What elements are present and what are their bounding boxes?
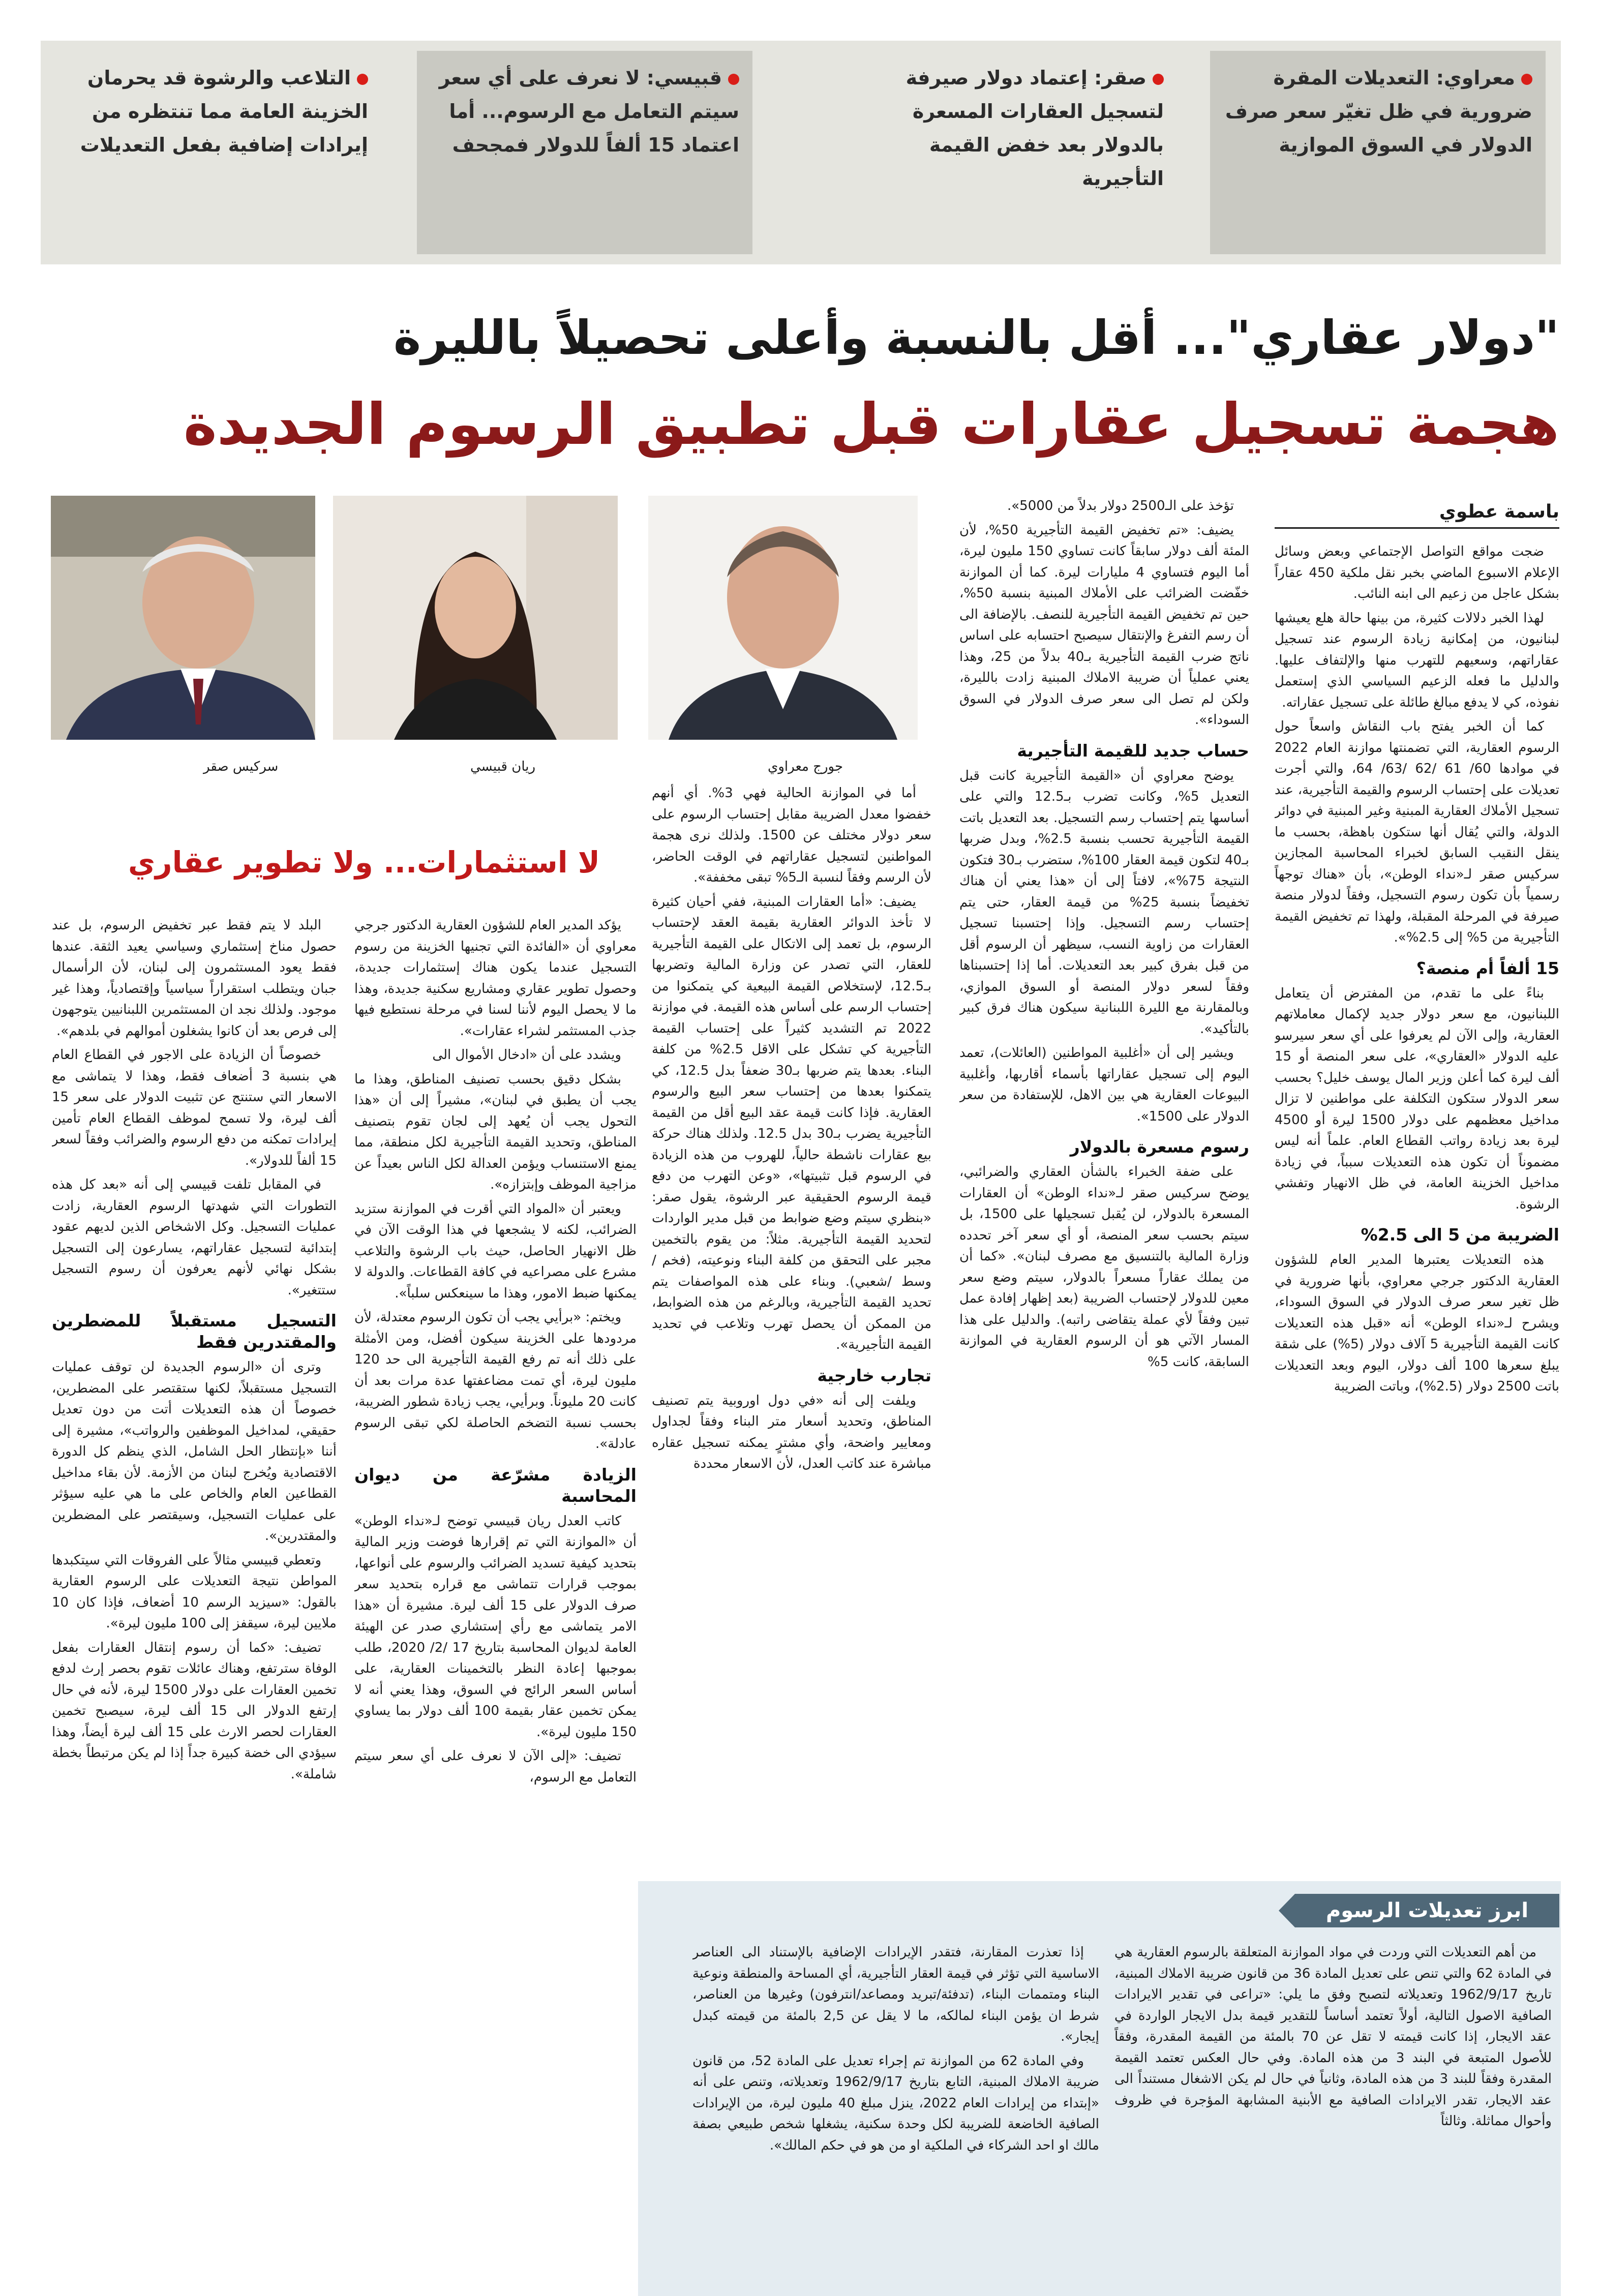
photo-caption: جورج معراوي — [768, 759, 843, 774]
paragraph: على ضفة الخبراء بالشأن العقاري والضرائبي، يوضح سركيس صقر لـ«نداء الوطن» أن العقارات المسعرة بالدولار، لن يُقبل تسجيلها على 1500، بل سيتم بحسب سعر المنصة، أو أي سعر آخر تحدده وزارة المالية بالتنسيق مع مصرف لبنان». «كما أن من يملك عقاراً مسعراً بالدولار، سيتم وضع سعر معين للدولار لإحتساب الضريبة (بعد إظهار إفادة عمل تبين وفقاً لأي عملة يتقاضى راتبه). والدليل على هذا المسار الآتي هو أن الرسوم العقارية في الموازنة السابقة، كانت 5% — [959, 1164, 1249, 1370]
paragraph: وترى أن «الرسوم الجديدة لن توقف عمليات التسجيل مستقبلاً، لكنها ستقتصر على المضطرين، خصوصاً أن هذه التعديلات أتت من دون تعديل حقيقي، لمداخيل الموظفين والرواتب»، مشيرة إلى أننا «بإنتظار الحل الشامل، الذي ينظم كل الدورة الاقتصادية ويُخرج لبنان من الأزمة. لأن بقاء مداخيل القطاعين العام والخاص على ما هي عليه سيؤثر على عمليات التسجيل، وسيقتصر على المضطرين والمقتدرين». — [52, 1360, 337, 1544]
paragraph: ويشدد على أن «ادخال الأموال الى — [432, 1047, 621, 1063]
bullet-icon — [1521, 74, 1532, 85]
photo-sarkis-sakr — [51, 496, 315, 740]
portrait-image — [51, 496, 315, 740]
photo-georges-maarawi — [648, 496, 918, 740]
portrait-image — [648, 496, 918, 740]
headline: هجمة تسجيل عقارات قبل تطبيق الرسوم الجديدة — [183, 391, 1559, 458]
paragraph: تضيف: «كما أن رسوم إنتقال العقارات بفعل الوفاة سترتفع، وهناك عائلات تقوم بحصر إرث لدفع تخمين العقارات على دولار 1500 ليرة، لأنه في حال إرتفع الدولار الى 15 ألف ليرة، سيصبح تخمين العقارات لحصر الارث على 15 ألف ليرة أيضاً، وهذا سيؤدي الى خضة كبيرة جداً إذا لم يكن مرتبطاً بخطة شاملة». — [52, 1640, 337, 1782]
paragraph: وفي المادة 62 من الموازنة تم إجراء تعديل على المادة 52، من قانون ضريبة الاملاك المبنية، التابع بتاريخ 1962/9/17 وتعديلاته، وتنص على أنه «إبتداء من إيرادات العام 2022، ينزل مبلغ 40 مليون ليرة، من الإيرادات الصافية الخاضعة للضريبة لكل وحدة سكنية، يشغلها شخص طبيعي بصفة مالك او احد الشركاء في الملكية او من هو في حكم المالك». — [692, 2053, 1099, 2153]
paragraph: أما في الموازنة الحالية فهي 3%. أي أنهم خفضوا معدل الضريبة مقابل إحتساب الرسوم على سعر دولار مختلف عن 1500. ولذلك نرى هجمة المواطنين لتسجيل عقاراتهم في الوقت الحاضر، لأن الرسم وفقاً لنسبة الـ5% تبقى مخففة». — [652, 786, 931, 885]
bullet-icon — [1153, 74, 1164, 85]
paragraph: ويلفت إلى أنه «في دول اوروبية يتم تصنيف المناطق، وتحديد أسعار متر البناء وفقاً لجداول ومعايير واضحة، وأي مشترٍ يمكنه تسجيل عقاره مباشرة عند كاتب العدل، لأن الاسعار محددة — [652, 1393, 931, 1471]
subheading: حساب جديد للقيمة التأجيرية — [1017, 740, 1249, 761]
article-column-1 — [1275, 541, 1559, 1879]
quote-box-2 — [841, 51, 1177, 254]
paragraph: وتعطي قبيسي مثالاً على الفروقات التي سيتكبدها المواطن نتيجة التعديلات على الرسوم العقارية بالقول: «سيزيد الرسم 10 أضعاف، فإذا كان 10 ملايين ليرة، سيقفز إلى 100 مليون ليرة». — [52, 1552, 337, 1631]
photo-caption: ريان قبيسي — [470, 759, 536, 774]
article-column-5 — [52, 915, 337, 2288]
paragraph: يؤكد المدير العام للشؤون العقارية الدكتور جرجي معراوي أن «الفائدة التي تجنيها الخزينة من رسوم التسجيل عندما يكون هناك إستثمارات جديدة، وحصول تطوير عقاري ومشاريع سكنية جديدة، وهذا ما لا يحصل اليوم لأننا لسنا في مرحلة نستطيع فيها جذب المستثمر لشراء عقارات». — [354, 918, 637, 1039]
quote-text: معراوي: التعديلات المقرة ضرورية في ظل تغيّر سعر صرف الدولار في السوق الموازية — [1225, 67, 1532, 156]
info-box-column-left — [692, 1942, 1099, 2293]
bullet-icon — [728, 74, 739, 85]
subheading: تجارب خارجية — [817, 1365, 931, 1385]
paragraph: ويعتبر أن «المواد التي أقرت في الموازنة ستزيد الضرائب، لكنه لا يشجعها في هذا الوقت الآن في ظل الانهيار الحاصل، حيث باب الرشوة والتلاعب مشرع على مصراعيه في كافة القطاعات. والدولة لا يمكنها ضبط الامور، وهذا ما سينعكس سلباً». — [354, 1201, 637, 1301]
quote-text: قبيسي: لا نعرف على أي سعر سيتم التعامل مع الرسوم... أما اعتماد 15 ألفاً للدولار فمجحف — [439, 67, 739, 156]
portrait-image — [333, 496, 618, 740]
kicker: "دولار عقاري"... أقل بالنسبة وأعلى تحصيلاً بالليرة — [393, 311, 1559, 365]
quote-text: صقر: إعتماد دولار صيرفة لتسجيل العقارات المسعرة بالدولار بعد خفض القيمة التأجيرية — [905, 67, 1164, 190]
subheading: 15 ألفاً أم منصة؟ — [1416, 958, 1559, 978]
subheading: الضريبة من 5 الى 2.5% — [1361, 1225, 1559, 1245]
quote-box-3 — [417, 51, 752, 254]
paragraph: كاتب العدل ريان قبيسي توضح لـ«نداء الوطن» أن «الموازنة التي تم إقرارها فوضت وزير المالية بتحديد كيفية تسديد الضرائب والرسوم على أنواعها، بموجب قرارات تتماشى مع قراره بتحديد سعر صرف الدولار على 15 ألف ليرة. مشيرة أن «هذا الامر يتماشى مع رأي إستشاري صدر عن الهيئة العامة لديوان المحاسبة بتاريخ 17 /2/ 2020، طلب بموجبها إعادة النظر بالتخمينات العقارية، على أساس السعر الرائج في السوق، وهذا يعني أنه لا يمكن تخمين عقار بقيمة 100 ألف دولار بما يساوي 150 مليون ليرة». — [354, 1513, 637, 1740]
paragraph: بناءً على ما تقدم، من المفترض أن يتعامل اللبنانيون، مع سعر دولار جديد لإكمال معاملاتهم العقارية، وإلى الآن لم يعرفوا على أي سعر سيرسو عليه الدولار «العقاري»، على سعر المنصة أو 15 ألف ليرة كما أعلن وزير المال يوسف خليل؟ بحسب سعر الدولار ستكون التكلفة على مواطنين لا تزال مداخيل معظمهم على دولار 1500 ليرة أو 4500 ليرة بعد زيادة رواتب القطاع العام. علماً أنه ليس مضموناً أن تكون هذه التعديلات سبباً، في زيادة مداخيل الخزينة العامة، في ظل الانهيار وتفشي الرشوة. — [1275, 985, 1559, 1212]
paragraph: إذا تعذرت المقارنة، فتقدر الإيرادات الإضافية بالإستناد الى العناصر الاساسية التي تؤثر في قيمة العقار التأجيرية، أي المساحة والمنطقة ونوعية البناء ومتممات البناء، (تدفئة/تبريد ومصاعد/انترفون) وغيرها من العناصر، شرط ان يؤمن البناء لمالكه، ما لا يقل عن 2,5 بالمئة من قيمته كبدل إيجار». — [692, 1945, 1099, 2044]
quote-box-4 — [46, 51, 381, 254]
section-title: لا استثمارات... ولا تطوير عقاري — [128, 845, 600, 880]
subheading: التسجيل مستقبلاً للمضطرين والمقتدرين فقط — [52, 1311, 337, 1352]
paragraph: تؤخذ على الـ2500 دولار بدلاً من 5000». — [1007, 498, 1234, 513]
paragraph: من أهم التعديلات التي وردت في مواد الموازنة المتعلقة بالرسوم العقارية هي في المادة 62 والتي تنص على تعديل المادة 36 من قانون ضريبة الاملاك المبنية، تاريخ 1962/9/17 وتعديلاته لتصبح وفق ما يلي: «تراعى في تقدير الايرادات الصافية الاصول التالية، أولاً تعتمد أساساً للتقدير قيمة بدل الايجار الواردة في عقد الايجار، إذا كانت قيمته لا تقل عن 70 بالمئة من القيمة المقدرة، وفقاً للأصول المتبعة في البند 3 من هذه المادة. وفي حال العكس تعتمد القيمة المقدرة وفقاً للبند 3 من هذه المادة، وثانياً في حال لم يكن الاشغال مستنداً الى عقد الايجار، تقدر الايرادات الصافية مع الأبنية المشابهة المؤجرة في ظروف وأحوال مماثلة. وثالثاً — [1114, 1945, 1552, 2129]
photo-rayan-kobeissi — [333, 496, 618, 740]
paragraph: ضجت مواقع التواصل الإجتماعي وبعض وسائل الإعلام الاسبوع الماضي بخبر نقل ملكية 450 عقاراً بشكل عاجل من زعيم الى ابنه النائب. — [1275, 544, 1559, 601]
paragraph: بشكل دقيق بحسب تصنيف المناطق، وهذا ما يجب أن يطبق في لبنان»، مشيراً إلى أن «هذا التحول يجب أن يُعهد إلى لجان تقوم بتصنيف المناطق، وتحديد القيمة التأجيرية لكل منطقة، مما يمنع الاستنساب ويؤمن العدالة لكل الناس بعيداً عن مزاجية الموظف وإبتزازه». — [354, 1071, 637, 1192]
photo-caption: سركيس صقر — [203, 759, 279, 774]
paragraph: تضيف: «إلى الآن لا نعرف على أي سعر سيتم التعامل مع الرسوم، — [354, 1748, 637, 1785]
paragraph: في المقابل تلفت قبيسي إلى أنه «بعد كل هذه التطورات التي شهدتها الرسوم العقارية، زادت عمليات التسجيل. وكل الاشخاص الذين لديهم عقود إبتدائية لتسجيل عقاراتهم، يسارعون إلى التسجيل بشكل نهائي لأنهم يعرفون أن رسوم التسجيل ستتغير». — [52, 1177, 337, 1298]
paragraph: خصوصاً أن الزيادة على الاجور في القطاع العام هي بنسبة 3 أضعاف فقط، وهذا لا يتماشى مع الاسعار التي ستنتج عن تثبيت الدولار على سعر 15 ألف ليرة، ولا تسمح لموظف القطاع العام تأمين إيرادات تمكنه من دفع الرسوم والضرائب وفقاً لسعر 15 ألفاً للدولار». — [52, 1047, 337, 1168]
bullet-icon — [357, 74, 368, 85]
paragraph: البلد لا يتم فقط عبر تخفيض الرسوم، بل عند حصول مناخ إستثماري وسياسي يعيد الثقة. عندها فقط يعود المستثمرون إلى لبنان، لأن الرأسمال جبان ويتطلب استقراراً سياسياً وإقتصادياً، وهذا غير موجود. ولذلك نجد ان المستثمرين اللبنانيين يتوجهون إلى فرص بعد أن كانوا يشغلون أموالهم في بلدهم». — [52, 918, 337, 1039]
paragraph: ويشير إلى أن «أغلبية المواطنين (العائلات)، تعمد اليوم إلى تسجيل عقاراتها بأسماء أقاربها، وأغلبية البيوعات العقارية هي بين الاهل، للإستفادة من سعر الدولار على 1500». — [959, 1045, 1249, 1124]
article-column-4 — [354, 915, 637, 2288]
paragraph: ويختم: «برأيي يجب أن تكون الرسوم معتدلة، لأن مردودها على الخزينة سيكون أفضل، ومن الأمثلة على ذلك أنه تم رفع القيمة التأجيرية الى حد 120 مليون ليرة، أي تمت مضاعفتها عدة مرات بعد أن كانت 20 مليوناً. وبرأيي، يجب زيادة شطور الضريبة، بحسب نسبة التضخم الحاصلة لكي تبقى الرسوم عادلة». — [354, 1310, 637, 1452]
info-box-title: ابرز تعديلات الرسوم — [1295, 1894, 1559, 1927]
subheading: رسوم مسعرة بالدولار — [1070, 1137, 1249, 1157]
info-box-column-right — [1114, 1942, 1552, 2293]
paragraph: كما أن الخبر يفتح باب النقاش واسعاً حول الرسوم العقارية، التي تضمنتها موازنة العام 2022 في موادها 60/ 61 /62 /63/ 64، والتي أجرت تعديلات على إحتساب الرسوم والقيمة التأجيرية، عند تسجيل الأملاك العقارية المبنية وغير المبنية في دوائر الدولة، والتي يُقال أنها ستكون باهظة، بحسب ما ينقل النقيب السابق لخبراء المحاسبة المجازين سركيس صقر لـ«نداء الوطن»، بأن «هناك توجهاً رسمياً بأن تكون رسوم التسجيل، وفقاً لدولار منصة صيرفة في المرحلة المقبلة، ولهذا تم تخفيض القيمة التأجيرية من 5% إلى 2.5%». — [1275, 719, 1559, 945]
quote-text: التلاعب والرشوة قد يحرمان الخزينة العامة مما تنتظره من إيرادات إضافية بفعل التعديلات — [80, 67, 368, 156]
paragraph: يضيف: «تم تخفيض القيمة التأجيرية 50%، لأن المئة ألف دولار سابقاً كانت تساوي 150 مليون ليرة، أما اليوم فتساوي 4 مليارات ليرة. كما أن الموازنة خفّضت الضرائب على الأملاك المبنية بنسبة 50%، حين تم تخفيض القيمة التأجيرية للنصف. بالإضافة الى أن رسم التفرغ والإنتقال سيصبح احتسابه على اساس ناتج ضرب القيمة التأجيرية بـ40 بدلاً من 25، وهذا يعني عملياً أن ضريبة الاملاك المبنية زادت بالليرة، ولكن لم تصل الى سعر صرف الدولار في السوق السوداء». — [959, 522, 1249, 728]
paragraph: لهذا الخبر دلالات كثيرة، من بينها حالة هلع يعيشها لبنانيون، من إمكانية زيادة الرسوم عند تسجيل عقاراتهم، وسعيهم للتهرب منها والإلتفاف عليها. والدليل ما فعله الزعيم السياسي الذي إستعمل نفوذه، كي لا يدفع مبالغ طائلة على تسجيل عقاراته. — [1275, 610, 1559, 710]
paragraph: يوضح معراوي أن «القيمة التأجيرية كانت قبل التعديل 5%، وكانت تضرب بـ12.5 والتي على أساسها يتم إحتساب رسم التسجيل. بعد التعديل باتت القيمة التأجيرية تحسب بنسبة 2.5%، وبدل ضربها بـ40 لتكون قيمة العقار 100%، ستضرب بـ30 فتكون النتيجة 75%»، لافتاً إلى أن «هذا يعني أن هناك تخفيضاً بنسبة 25% من قيمة العقار، حتى يتم إحتساب رسم التسجيل. وإذا إحتسبنا تسجيل العقارات من زاوية النسب، سيظهر أن الرسوم أقل من قبل بفرق كبير بعد التعديلات. أما إذا إحتسبناها وفقاً لسعر دولار المنصة أو السوق الموازي، وبالمقارنة مع الليرة اللبنانية سيكون هناك فرق كبير بالتأكيد». — [959, 768, 1249, 1037]
subheading: الزيادة مشرّعة من ديوان المحاسبة — [354, 1464, 637, 1506]
byline: باسمة عطوي — [1275, 501, 1559, 529]
paragraph: يضيف: «أما العقارات المبنية، ففي أحيان كثيرة لا تأخذ الدوائر العقارية بقيمة العقد لإحتساب الرسوم، بل تعمد إلى الاتكال على القيمة التأجيرية للعقار، التي تصدر عن وزارة المالية وتضربها بـ12.5، لإستخلاص القيمة البيعية كي يتمكنوا من إحتساب الرسم على أساس هذه القيمة. في موازنة 2022 تم التشديد كثيراً على إحتساب القيمة التأجيرية كي تشكل على الاقل 2.5% من كلفة البناء. بعدها يتم ضربها بـ30 ضعفاً بدل 12.5، كي يتمكنوا بعدها من إحتساب سعر البيع والرسوم العقارية. فإذا كانت قيمة عقد البيع أقل من القيمة التأجيرية يضرب بـ30 بدل 12.5. ولذلك هناك حركة بيع عقارات ناشطة حالياً، للهروب من هذه الزيادة في الرسوم قبل تثبيتها»، «وعن التهرب من دفع قيمة الرسوم الحقيقية عبر الرشوة، يقول صقر: «بنظري سيتم وضع ضوابط من قبل مدير الواردات لتحديد القيمة التأجيرية. مثلاً: من يقوم بالتخمين مجبر على التحقق من كلفة البناء ونوعيته، (فخم /وسط /شعبي). وبناء على هذه المواصفات يتم تحديد القيمة التأجيرية، وبالرغم من هذه الضوابط، من الممكن أن يحصل تهرب وتلاعب في تحديد القيمة التأجيرية». — [652, 894, 931, 1352]
article-column-2 — [959, 496, 1249, 1879]
paragraph: هذه التعديلات يعتبرها المدير العام للشؤون العقارية الدكتور جرجي معراوي، بأنها ضرورية في ظل تغير سعر صرف الدولار في السوق السوداء، ويشرح لـ«نداء الوطن» أنه «قبل هذه التعديلات كانت القيمة التأجيرية 5 آلاف دولار (5%) على شقة يبلغ سعرها 100 ألف دولار، اليوم وبعد التعديلات باتت 2500 دولار (2.5%)، وباتت الضريبة — [1275, 1252, 1559, 1394]
quote-box-1 — [1210, 51, 1546, 254]
